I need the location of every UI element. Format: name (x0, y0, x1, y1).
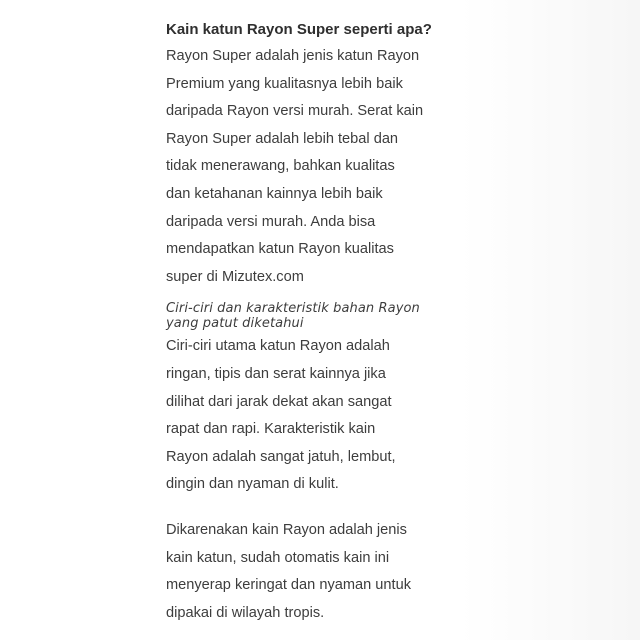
paragraph-tropical-use: Dikarenakan kain Rayon adalah jenis kain katun, sudah otomatis kain ini menyerap keringat dan nyaman untuk dipakai di wilayah tropis. (166, 521, 412, 621)
article-body (166, 18, 466, 627)
section-subheading: Ciri-ciri dan karakteristik bahan Rayon yang patut diketahui (166, 301, 420, 332)
background-shade (460, 0, 640, 640)
paragraph-rayon-super: Rayon Super adalah jenis katun Rayon Premium yang kualitasnya lebih baik daripada Rayon versi murah. Serat kain Rayon Super adalah lebih tebal dan tidak menerawang, bahkan kualitas dan ketahanan kainnya lebih baik daripada versi murah. Anda bisa mendapatkan katun Rayon kualitas super di Mizutex.com (166, 48, 424, 285)
paragraph-characteristics: Ciri-ciri utama katun Rayon adalah ringan, tipis dan serat kainnya jika dilihat dari jarak dekat akan sangat rapat dan rapi. Karakteristik kain Rayon adalah sangat jatuh, lembut, dingin dan nyaman di kulit. (166, 338, 396, 493)
article-heading: Kain katun Rayon Super seperti apa? (166, 21, 432, 38)
